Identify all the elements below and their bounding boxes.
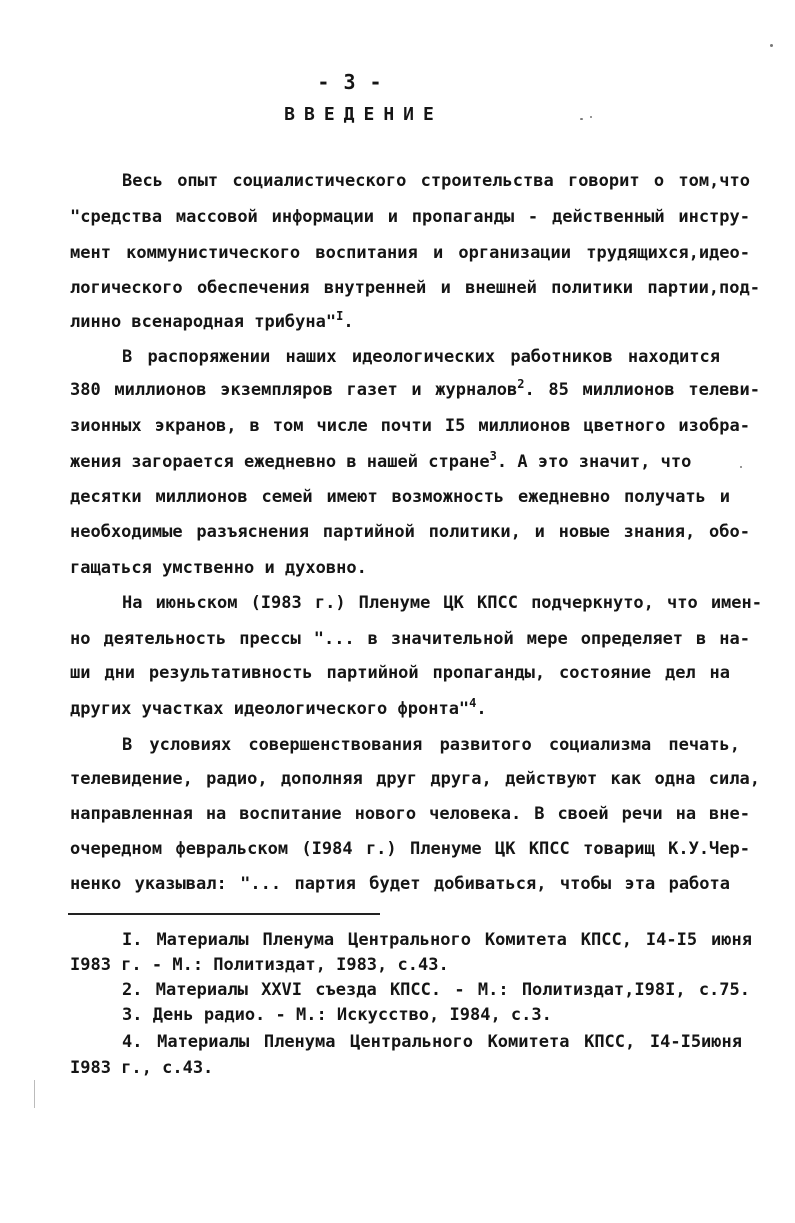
footnote-ref: 4 bbox=[469, 696, 477, 710]
body-line: ненко указывал: "... партия будет добиваться, чтобы эта работа bbox=[70, 874, 730, 894]
body-line: Весь опыт социалистического строительства говорит о том,что bbox=[122, 171, 750, 191]
body-line: направленная на воспитание нового человека. В своей речи на вне- bbox=[70, 804, 750, 824]
footnote-line: I. Материалы Пленума Центрального Комитета КПСС, I4-I5 июня bbox=[122, 930, 752, 950]
footnote-line: 4. Материалы Пленума Центрального Комитета КПСС, I4-I5июня bbox=[122, 1032, 742, 1052]
page-number: - 3 - bbox=[317, 70, 383, 94]
body-text: линно всенародная трибуна" bbox=[70, 312, 337, 332]
body-line: В распоряжении наших идеологических работников находится bbox=[122, 347, 720, 367]
footnote-line: 2. Материалы ХХVI съезда КПСС. - М.: Политиздат,I98I, с.75. bbox=[122, 980, 750, 1000]
body-text: . А это значит, что bbox=[496, 452, 692, 472]
body-line bbox=[70, 311, 354, 333]
body-line: гащаться умственно и духовно. bbox=[70, 558, 367, 578]
body-text: других участках идеологического фронта" bbox=[70, 699, 470, 719]
body-line: очередном февральском (I984 г.) Пленуме ЦК КПСС товарищ К.У.Чер- bbox=[70, 839, 750, 859]
page-title: ВВЕДЕНИЕ bbox=[284, 104, 443, 125]
footnote-ref: I bbox=[336, 309, 344, 323]
footnote-line: I983 г. - М.: Политиздат, I983, с.43. bbox=[70, 955, 449, 975]
scan-speck bbox=[580, 118, 583, 120]
body-line: На июньском (I983 г.) Пленуме ЦК КПСС подчеркнуто, что имен- bbox=[122, 593, 762, 613]
body-line: логического обеспечения внутренней и внешней политики партии,под- bbox=[70, 278, 760, 298]
body-text: . bbox=[343, 312, 354, 332]
body-line: зионных экранов, в том числе почти I5 миллионов цветного изобра- bbox=[70, 416, 750, 436]
body-line bbox=[70, 379, 760, 401]
body-text: . 85 миллионов телеви- bbox=[524, 380, 760, 400]
body-line: но деятельность прессы "... в значительной мере определяет в на- bbox=[70, 629, 750, 649]
body-line: "средства массовой информации и пропаганды - действенный инстру- bbox=[70, 207, 750, 227]
body-line: десятки миллионов семей имеют возможность ежедневно получать и bbox=[70, 487, 730, 507]
footnote-ref: 2 bbox=[517, 377, 525, 391]
footnote-ref: 3 bbox=[489, 449, 497, 463]
body-line: телевидение, радио, дополняя друг друга, действуют как одна сила, bbox=[70, 769, 760, 789]
body-line bbox=[70, 698, 487, 720]
body-line: необходимые разъяснения партийной политики, и новые знания, обо- bbox=[70, 522, 750, 542]
scan-speck bbox=[740, 466, 742, 468]
footnote-divider bbox=[68, 913, 380, 915]
margin-mark bbox=[34, 1080, 35, 1108]
body-text: жения загорается ежедневно в нашей стране bbox=[70, 452, 490, 472]
footnote-line: I983 г., с.43. bbox=[70, 1058, 214, 1078]
body-line: В условиях совершенствования развитого социализма печать, bbox=[122, 735, 740, 755]
body-line bbox=[70, 451, 730, 473]
footnote-line: 3. День радио. - М.: Искусство, I984, с.3. bbox=[122, 1005, 552, 1025]
body-text: 380 миллионов экземпляров газет и журналов bbox=[70, 380, 518, 400]
body-line: мент коммунистического воспитания и организации трудящихся,идео- bbox=[70, 243, 750, 263]
body-line: ши дни результативность партийной пропаганды, состояние дел на bbox=[70, 663, 730, 683]
scan-speck bbox=[770, 44, 773, 47]
body-text: . bbox=[476, 699, 487, 719]
scan-speck bbox=[590, 116, 592, 118]
